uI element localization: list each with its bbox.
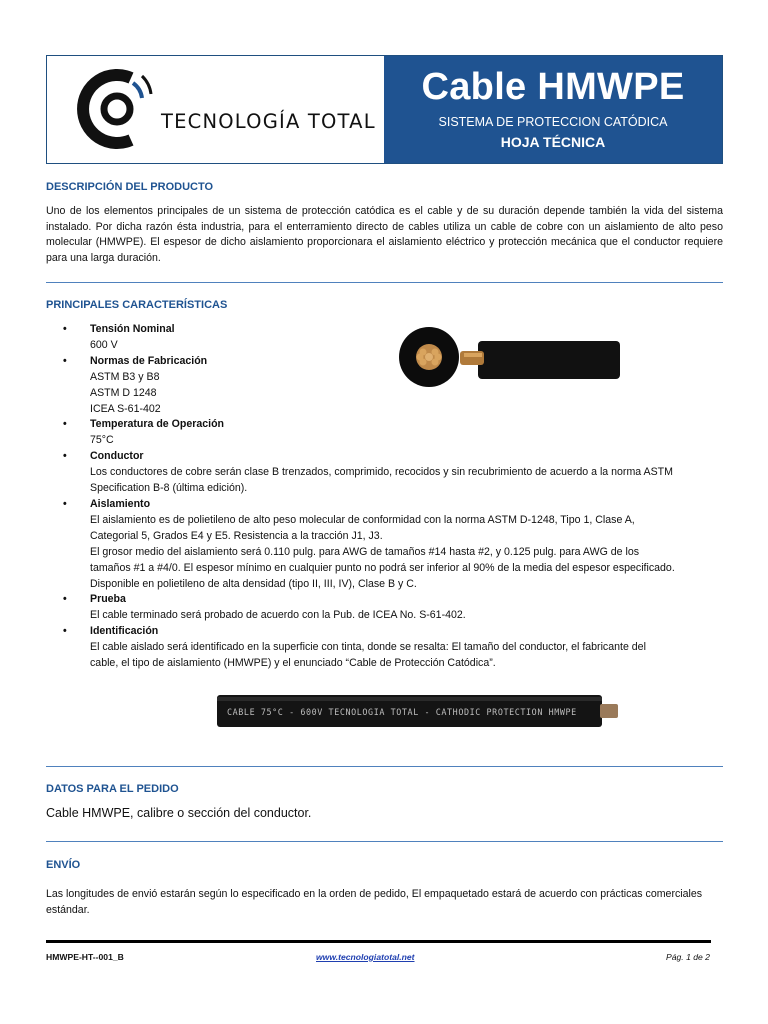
- feature-line: 600 V: [90, 338, 118, 351]
- feature-line: Disponible en polietileno de alta densidad (tipo II, III, IV), Clase B y C.: [90, 577, 417, 590]
- document-subtitle: SISTEMA DE PROTECCION CATÓDICA: [438, 115, 668, 129]
- bullet-icon: •: [63, 450, 67, 463]
- section-title-description: DESCRIPCIÓN DEL PRODUCTO: [46, 181, 214, 193]
- feature-name: Tensión Nominal: [90, 323, 175, 335]
- section-divider: [46, 282, 723, 283]
- bullet-icon: •: [63, 497, 67, 510]
- feature-name: Conductor: [90, 450, 144, 463]
- section-title-order: DATOS PARA EL PEDIDO: [46, 783, 179, 795]
- feature-line: ICEA S-61-402: [90, 402, 161, 415]
- feature-name: Aislamiento: [90, 497, 151, 510]
- logo-area: [47, 56, 384, 163]
- header-banner: [46, 55, 723, 164]
- feature-line: 75°C: [90, 434, 114, 447]
- features-list: [63, 322, 723, 672]
- document-code: HMWPE-HT--001_B: [46, 952, 124, 962]
- bullet-icon: •: [63, 354, 67, 367]
- feature-line: El cable aislado será identificado en la superficie con tinta, donde se resalta: El tamaño del conductor, el fabricante del: [90, 641, 646, 654]
- feature-line: El aislamiento es de polietileno de alto peso molecular de conformidad con la norma ASTM D-1248, Tipo 1, Clase A,: [90, 513, 635, 526]
- feature-line: El cable terminado será probado de acuerdo con la Pub. de ICEA No. S-61-402.: [90, 609, 466, 622]
- bullet-icon: •: [63, 418, 67, 431]
- feature-item-identification: [63, 624, 723, 672]
- feature-line: Los conductores de cobre serán clase B trenzados, comprimido, recocidos y sin recubrimiento de acuerdo a la norma ASTM: [90, 466, 673, 479]
- feature-name: Temperatura de Operación: [90, 418, 225, 431]
- feature-item-voltage: [63, 322, 723, 354]
- feature-item-standards: [63, 354, 723, 418]
- cable-end-image: [398, 326, 623, 388]
- feature-line: cable, el tipo de aislamiento (HMWPE) y el enunciado “Cable de Protección Catódica”.: [90, 657, 496, 670]
- feature-item-test: [63, 592, 723, 624]
- feature-line: Categorial 5, Grados E4 y E5. Resistencia a la tracción J1, J3.: [90, 529, 383, 542]
- feature-name: Prueba: [90, 593, 126, 606]
- order-text: Cable HMWPE, calibre o sección del conductor.: [46, 806, 312, 820]
- cable-side-image: [215, 692, 620, 730]
- feature-item-insulation: [63, 497, 723, 592]
- cable-print-text: CABLE 75°C - 600V TECNOLOGIA TOTAL - CATHODIC PROTECTION HMWPE: [227, 707, 577, 717]
- page-number: Pág. 1 de 2: [666, 952, 710, 962]
- bullet-icon: •: [63, 323, 67, 335]
- section-divider: [46, 766, 723, 767]
- bullet-icon: •: [63, 593, 67, 606]
- bullet-icon: •: [63, 625, 67, 638]
- feature-name: Normas de Fabricación: [90, 354, 208, 367]
- logo-wordmark: TECNOLOGÍA TOTAL: [161, 110, 376, 133]
- title-area: [384, 56, 722, 163]
- description-text: Uno de los elementos principales de un sistema de protección catódica es el cable y de su duración depende también la vida del sistema instalado. Por dicha razón ésta industria, para el enterramiento directo de cables utiliza un cable de cobre con un aislamiento de alto peso molecular (HMWPE). El espesor de dicho aislamiento proporcionara el aislamiento eléctrico y protección mecánica que el conductor requiere para una larga duración.: [46, 205, 723, 264]
- feature-name: Identificación: [90, 625, 159, 638]
- document-type: HOJA TÉCNICA: [500, 134, 606, 150]
- section-divider: [46, 841, 723, 842]
- document-title: Cable HMWPE: [421, 66, 685, 108]
- feature-line: ASTM D 1248: [90, 386, 157, 399]
- website-link[interactable]: www.tecnologiatotal.net: [316, 952, 415, 962]
- feature-line: Specification B-8 (última edición).: [90, 482, 248, 495]
- section-title-shipping: ENVÍO: [46, 859, 81, 871]
- feature-line: ASTM B3 y B8: [90, 370, 160, 383]
- shipping-text: Las longitudes de envió estarán según lo especificado en la orden de pedido, El empaquetado estará de acuerdo con prácticas comerciales estándar.: [46, 888, 703, 916]
- feature-item-temperature: [63, 417, 723, 449]
- feature-item-conductor: [63, 449, 723, 497]
- company-logo: [79, 68, 376, 150]
- section-title-features: PRINCIPALES CARACTERÍSTICAS: [46, 299, 228, 311]
- footer-divider: [46, 940, 711, 943]
- feature-line: tamaños #1 a #4/0. El espesor mínimo en cualquier punto no podrá ser inferior al 90% de la media del espesor especificado.: [90, 561, 675, 574]
- feature-line: El grosor medio del aislamiento será 0.110 pulg. para AWG de tamaños #14 hasta #2, y 0.125 pulg. para AWG de los: [90, 545, 640, 558]
